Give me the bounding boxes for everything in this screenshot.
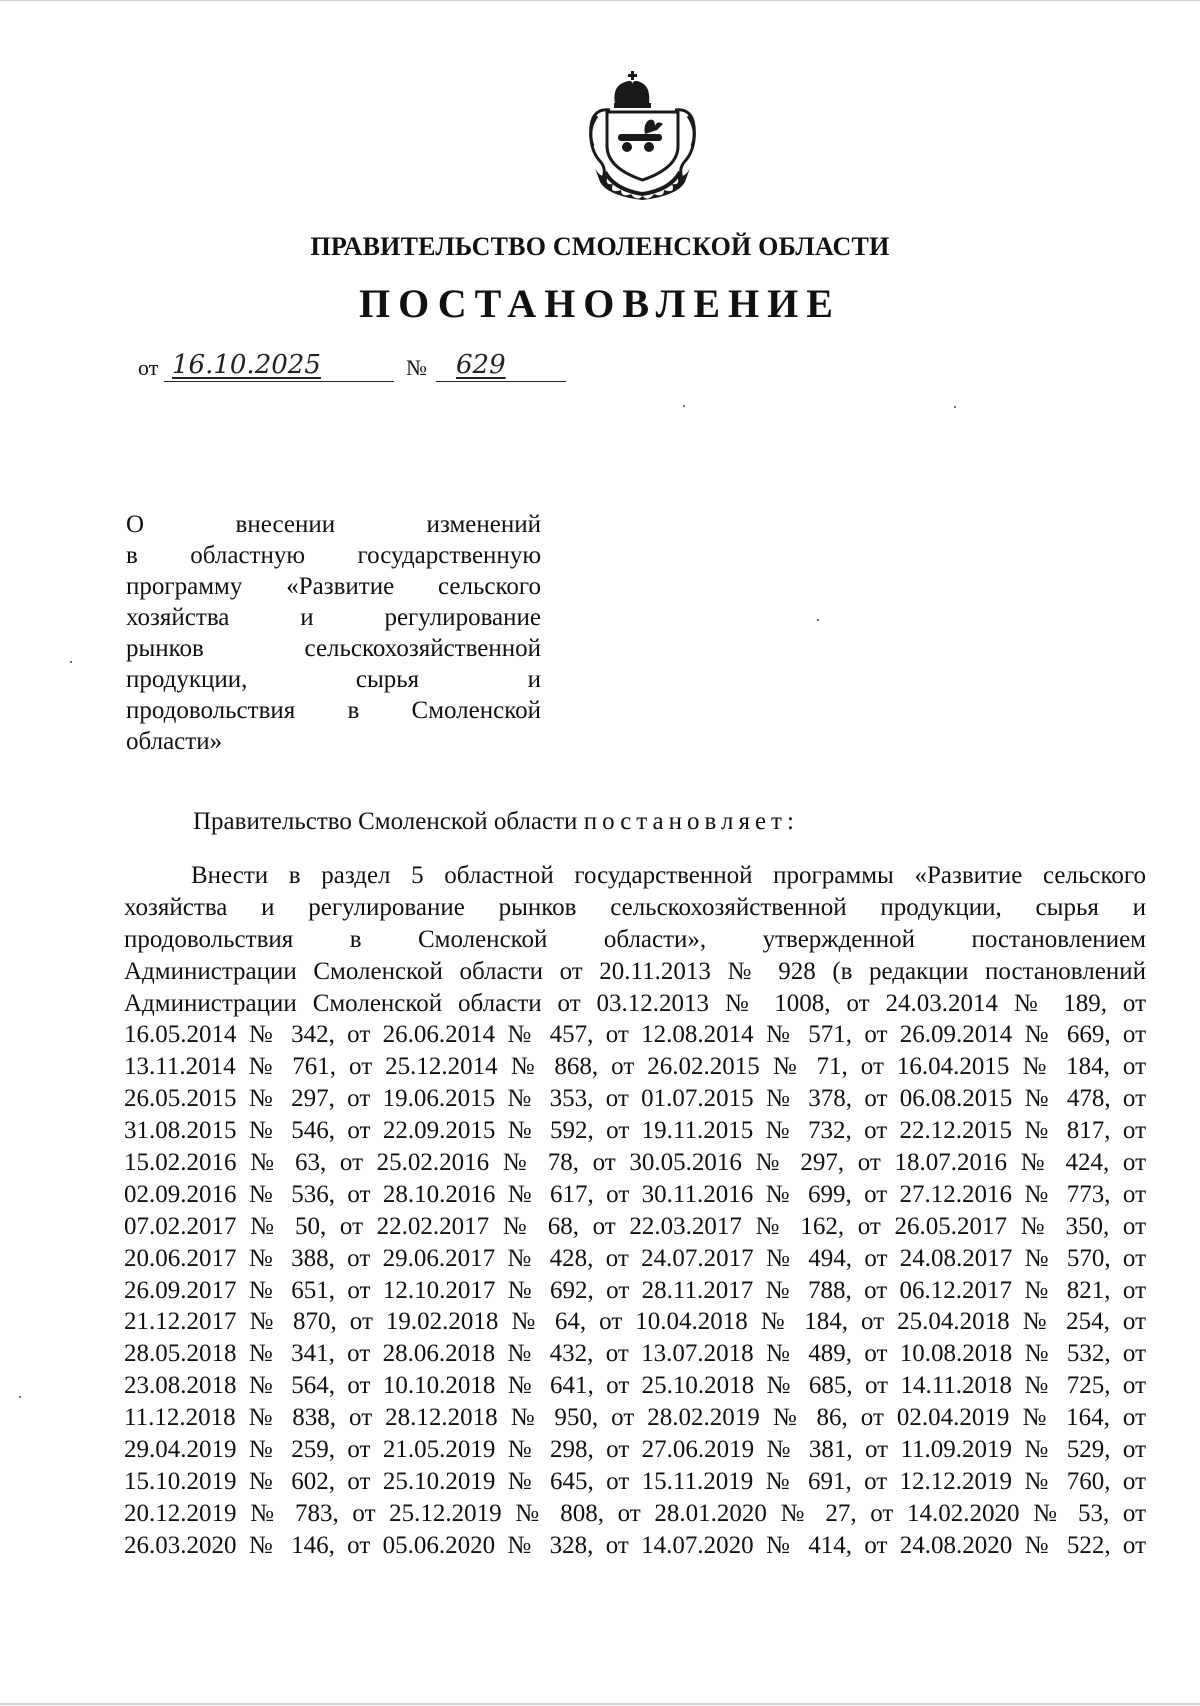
document-subject xyxy=(126,509,541,757)
body-line: 11.12.2018 № 838, от 28.12.2018 № 950, от 28.02.2019 № 86, от 02.04.2019 № 164, от xyxy=(124,1404,1146,1432)
body-line: 23.08.2018 № 564, от 10.10.2018 № 641, от 25.10.2018 № 685, от 14.11.2018 № 725, от xyxy=(124,1372,1146,1400)
body-line: 21.12.2017 № 870, от 19.02.2018 № 64, от 10.04.2018 № 184, от 25.04.2018 № 254, от xyxy=(124,1308,1146,1336)
body-line: продовольствия в Смоленской области», утвержденной постановлением xyxy=(124,925,1146,953)
decree-verb: постановляет: xyxy=(583,808,799,835)
handwritten-date: 16.10.2025 xyxy=(172,350,321,380)
scan-speck xyxy=(70,661,72,663)
number-underline xyxy=(436,381,566,382)
body-line: 20.06.2017 № 388, от 29.06.2017 № 428, от 24.07.2017 № 494, от 24.08.2017 № 570, от xyxy=(124,1244,1146,1272)
body-line: 20.12.2019 № 783, от 25.12.2019 № 808, от 28.01.2020 № 27, от 14.02.2020 № 53, от xyxy=(124,1499,1146,1527)
body-line: хозяйства и регулирование рынков сельскохозяйственной продукции, сырья и xyxy=(124,893,1146,921)
document-body xyxy=(124,860,1146,1562)
organization-title: ПРАВИТЕЛЬСТВО СМОЛЕНСКОЙ ОБЛАСТИ xyxy=(310,232,890,261)
subject-line: в областную государственную xyxy=(126,542,541,569)
handwritten-number: 629 xyxy=(456,350,506,380)
body-line: 02.09.2016 № 536, от 28.10.2016 № 617, от 30.11.2016 № 699, от 27.12.2016 № 773, от xyxy=(124,1180,1146,1208)
body-line: 28.05.2018 № 341, от 28.06.2018 № 432, от 13.07.2018 № 489, от 10.08.2018 № 532, от xyxy=(124,1340,1146,1368)
subject-line: рынков сельскохозяйственной xyxy=(126,635,541,662)
smolensk-coat-of-arms-icon xyxy=(585,68,700,203)
body-line: Администрации Смоленской области от 20.11.2013 № 928 (в редакции постановлений xyxy=(124,957,1146,985)
body-line: 15.10.2019 № 602, от 25.10.2019 № 645, от 15.11.2019 № 691, от 12.12.2019 № 760, от xyxy=(124,1467,1146,1495)
body-line: 26.03.2020 № 146, от 05.06.2020 № 328, от 14.07.2020 № 414, от 24.08.2020 № 522, от xyxy=(124,1531,1146,1559)
body-line: 26.09.2017 № 651, от 12.10.2017 № 692, от 28.11.2017 № 788, от 06.12.2017 № 821, от xyxy=(124,1276,1146,1304)
body-line: Внести в раздел 5 областной государственной программы «Развитие сельского xyxy=(191,862,1146,889)
body-line: 26.05.2015 № 297, от 19.06.2015 № 353, от 01.07.2015 № 378, от 06.08.2015 № 478, от xyxy=(124,1085,1146,1113)
date-number-line xyxy=(138,350,658,386)
subject-line: программу «Развитие сельского xyxy=(126,573,541,600)
subject-line: хозяйства и регулирование xyxy=(126,604,541,631)
body-line: 29.04.2019 № 259, от 21.05.2019 № 298, от 27.06.2019 № 381, от 11.09.2019 № 529, от xyxy=(124,1436,1146,1464)
decree-lead: Правительство Смоленской области xyxy=(193,808,578,835)
date-underline xyxy=(164,381,394,382)
subject-line: области» xyxy=(126,728,223,755)
subject-line: продукции, сырья и xyxy=(126,666,541,693)
scan-bottom-edge xyxy=(0,1703,1200,1705)
scan-speck xyxy=(19,1396,21,1398)
body-line: 15.02.2016 № 63, от 25.02.2016 № 78, от 30.05.2016 № 297, от 18.07.2016 № 424, от xyxy=(124,1149,1146,1177)
subject-line: О внесении изменений xyxy=(126,511,541,538)
body-line: Администрации Смоленской области от 03.12.2013 № 1008, от 24.03.2014 № 189, от xyxy=(124,989,1146,1017)
scan-speck xyxy=(683,405,685,407)
body-line: 16.05.2014 № 342, от 26.06.2014 № 457, от 12.08.2014 № 571, от 26.09.2014 № 669, от xyxy=(124,1021,1146,1049)
body-line: 31.08.2015 № 546, от 22.09.2015 № 592, от 19.11.2015 № 732, от 22.12.2015 № 817, от xyxy=(124,1117,1146,1145)
number-label: № xyxy=(406,355,427,380)
document-type-title: ПОСТАНОВЛЕНИЕ xyxy=(359,281,841,326)
scan-speck xyxy=(954,406,956,408)
body-line: 07.02.2017 № 50, от 22.02.2017 № 68, от 22.03.2017 № 162, от 26.05.2017 № 350, от xyxy=(124,1212,1146,1240)
subject-line: продовольствия в Смоленской xyxy=(126,697,541,724)
decree-statement xyxy=(193,808,799,836)
scan-top-edge xyxy=(0,0,1200,1)
date-label: от xyxy=(138,355,159,380)
scan-speck xyxy=(817,619,819,621)
body-line: 13.11.2014 № 761, от 25.12.2014 № 868, от 26.02.2015 № 71, от 16.04.2015 № 184, от xyxy=(124,1053,1146,1081)
